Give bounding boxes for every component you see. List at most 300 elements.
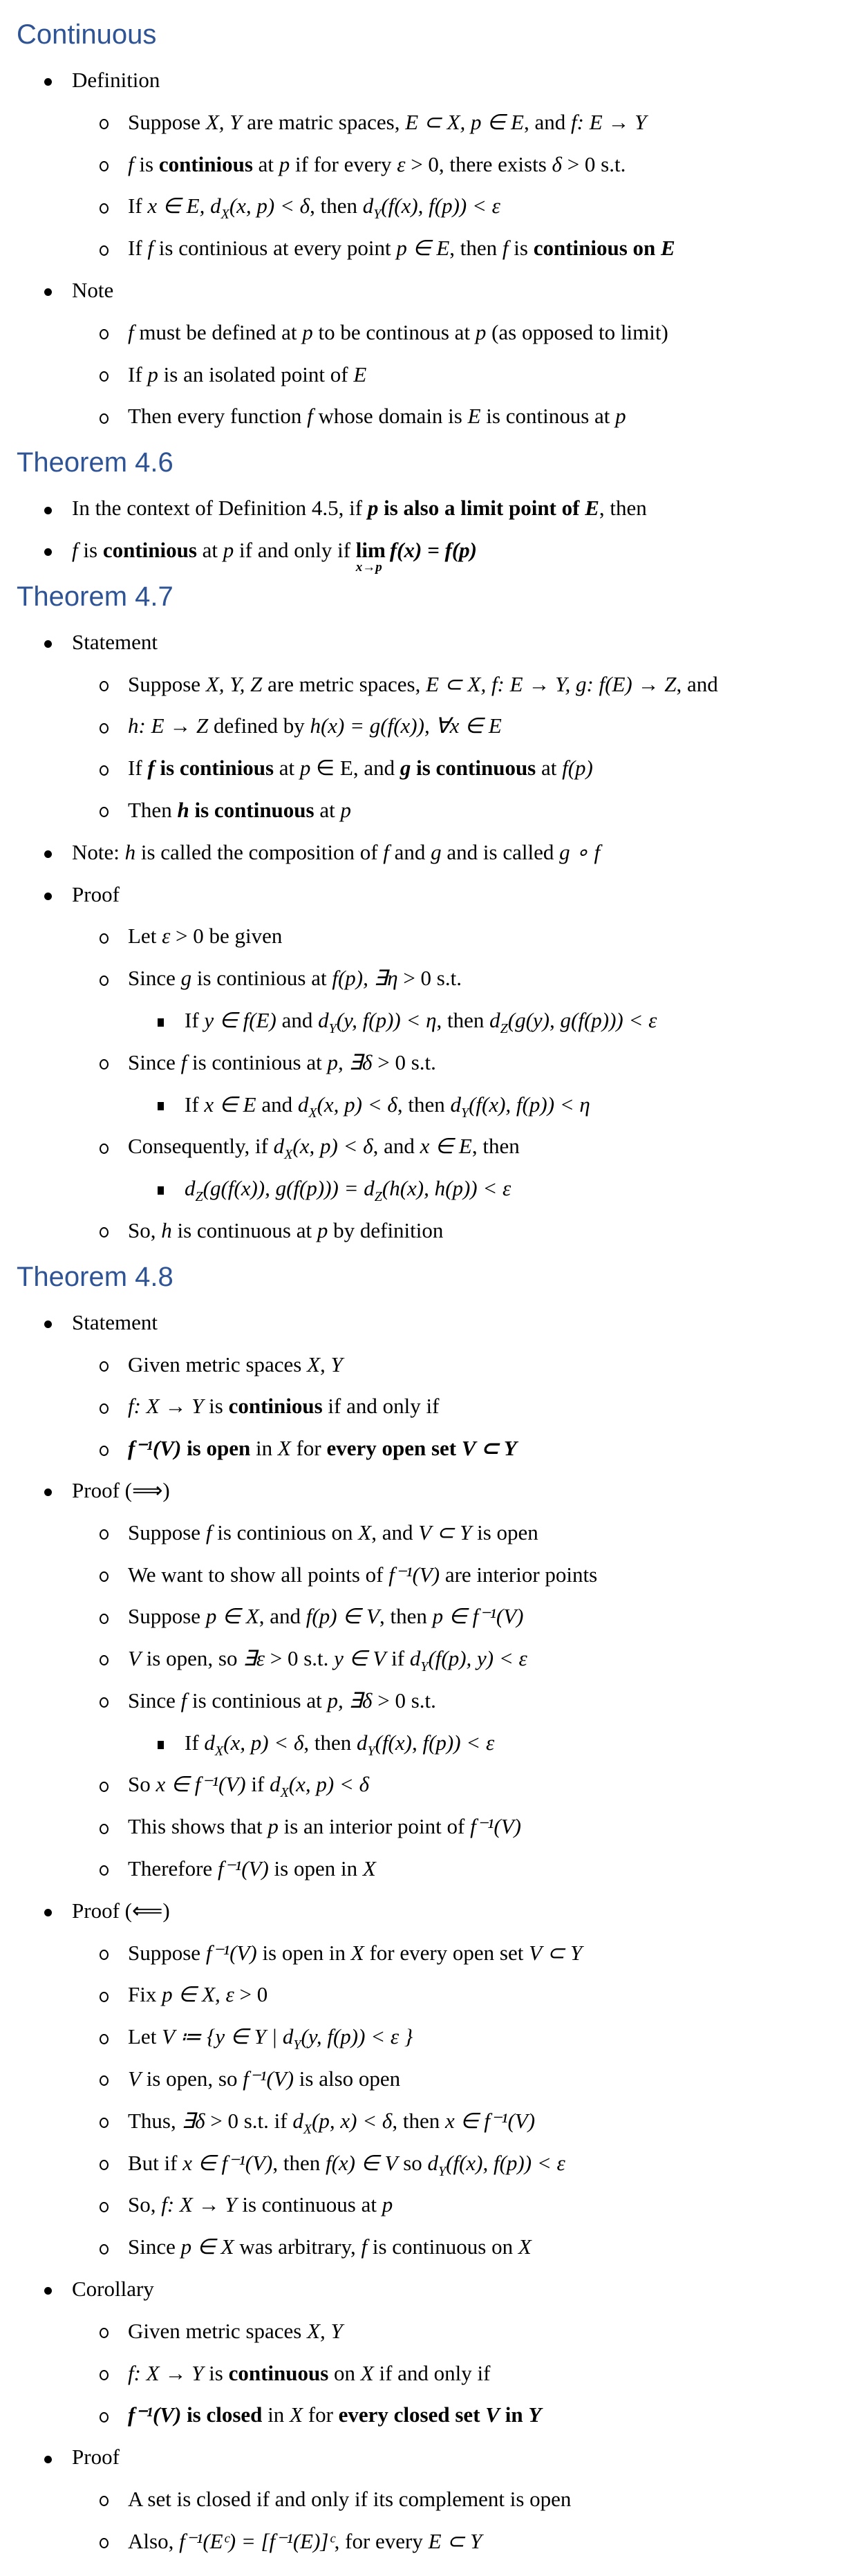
hollow-circle-bullet-icon xyxy=(100,227,109,270)
text-segment: > 0 s.t. xyxy=(372,1688,436,1712)
list-item xyxy=(0,1210,864,1252)
math-text: p ∈ E xyxy=(396,236,450,261)
math-text: x ∈ f⁻¹(V) xyxy=(444,2108,536,2133)
math-text: d xyxy=(362,194,374,218)
text-segment: Also, xyxy=(128,2528,180,2553)
subscript: X xyxy=(214,1743,224,1759)
subscript: Z xyxy=(374,1189,382,1205)
math-text: h(x) = g(f(x)), ∀x ∈ E xyxy=(310,713,502,738)
text-segment: , then xyxy=(436,1007,490,1032)
list-item-text xyxy=(128,2058,400,2100)
list-item-text xyxy=(128,1512,538,1554)
list-item-text xyxy=(72,1302,158,1344)
hollow-circle-bullet-icon xyxy=(100,1806,109,1848)
bold-text: continious xyxy=(102,537,197,562)
list-item xyxy=(0,144,864,186)
math-text: (f(p), y) < ε xyxy=(428,1646,527,1671)
math-text: E ⊂ X, p ∈ E xyxy=(405,109,524,134)
math-text: ∃ε xyxy=(243,1646,265,1671)
list-item-text xyxy=(128,1932,582,1975)
section-heading: Theorem 4.8 xyxy=(17,1261,173,1292)
math-text: p xyxy=(223,537,234,562)
list-item-text xyxy=(72,1470,170,1512)
list-item-text xyxy=(72,1890,170,1932)
math-text: f⁻¹(Eᶜ) = [f⁻¹(E)]ᶜ xyxy=(179,2528,335,2553)
math-text: ε xyxy=(397,151,406,176)
list-item xyxy=(0,1554,864,1596)
math-text: f(p) xyxy=(562,756,593,781)
math-text: f⁻¹(V) xyxy=(470,1814,521,1839)
list-item xyxy=(0,395,864,438)
text-segment: If xyxy=(128,362,148,386)
text-segment: is continious at xyxy=(187,1688,328,1712)
hollow-circle-bullet-icon xyxy=(100,1554,109,1596)
math-text: y ∈ f(E) xyxy=(204,1007,276,1032)
math-text: V xyxy=(128,1646,141,1671)
math-text: d xyxy=(297,1092,309,1117)
list-item xyxy=(0,2268,864,2311)
text-segment: , then xyxy=(310,194,363,218)
math-text: X xyxy=(358,1520,372,1544)
text-segment: if and only if xyxy=(234,537,356,562)
bold-text: continious on xyxy=(533,236,661,261)
math-text: (g(y), g(f(p))) < ε xyxy=(507,1007,657,1032)
hollow-circle-bullet-icon xyxy=(100,1764,109,1806)
hollow-circle-bullet-icon xyxy=(100,1126,109,1168)
list-item xyxy=(0,2143,864,2185)
math-text: p xyxy=(147,362,158,386)
text-segment: is open in xyxy=(268,1856,363,1881)
list-item xyxy=(0,185,864,227)
hollow-circle-bullet-icon xyxy=(100,2311,109,2353)
list-item xyxy=(0,102,864,144)
list-item-text xyxy=(128,1210,443,1252)
text-segment: is continous at xyxy=(480,404,616,429)
list-item xyxy=(0,1596,864,1638)
square-bullet-icon xyxy=(158,1168,164,1210)
subscript: X xyxy=(308,1105,317,1121)
math-text: f xyxy=(128,319,134,344)
list-item xyxy=(0,1000,864,1042)
list-item xyxy=(0,1428,864,1470)
list-item-text xyxy=(128,790,351,832)
bold-text: continious xyxy=(158,151,253,176)
text-segment: Since xyxy=(128,2234,181,2259)
text-segment: If xyxy=(185,1730,205,1755)
text-segment: Given metric spaces xyxy=(128,2318,308,2343)
list-item xyxy=(0,2058,864,2100)
section-heading: Theorem 4.7 xyxy=(17,581,173,612)
bold-text: h xyxy=(177,797,189,822)
hollow-circle-bullet-icon xyxy=(100,2479,109,2521)
hollow-circle-bullet-icon xyxy=(100,2184,109,2226)
section-heading: Theorem 4.6 xyxy=(17,447,173,478)
list-item xyxy=(0,1932,864,1975)
text-segment: , then xyxy=(272,2150,326,2175)
math-text: f xyxy=(383,839,389,864)
list-item-text xyxy=(128,1806,521,1848)
section-heading: Continuous xyxy=(17,19,157,50)
math-text: ε xyxy=(162,924,171,949)
text-segment: is continious at xyxy=(191,966,332,991)
list-item xyxy=(0,1974,864,2016)
math-text: p xyxy=(615,404,626,429)
bold-text: Y xyxy=(528,2402,542,2427)
text-segment: to be continous at xyxy=(312,319,476,344)
text-segment: Consequently, if xyxy=(128,1134,274,1159)
list-item-text xyxy=(128,2016,413,2058)
math-text: x ∈ E, d xyxy=(147,194,221,218)
text-segment: Proof xyxy=(72,881,120,906)
text-segment: Statement xyxy=(72,629,158,654)
text-segment: Suppose xyxy=(128,1604,206,1629)
bold-text: V ⊂ Y xyxy=(461,1436,517,1461)
math-text: f xyxy=(72,537,78,562)
text-segment: Since xyxy=(128,1688,181,1712)
hollow-circle-bullet-icon xyxy=(100,1512,109,1554)
list-item-text xyxy=(128,2479,571,2521)
math-text: p ∈ f⁻¹(V) xyxy=(432,1604,524,1629)
text-segment: Proof (⟸) xyxy=(72,1898,170,1923)
math-text: p xyxy=(302,319,313,344)
list-item xyxy=(0,1084,864,1126)
math-text: p xyxy=(382,2192,393,2217)
hollow-circle-bullet-icon xyxy=(100,102,109,144)
math-text: E xyxy=(467,404,481,429)
math-text: f xyxy=(180,1688,187,1712)
subscript: Z xyxy=(195,1189,203,1205)
text-segment: by definition xyxy=(328,1217,444,1242)
text-segment: Definition xyxy=(72,68,160,92)
text-segment: if xyxy=(245,1772,270,1797)
text-segment: is continuous on xyxy=(367,2234,518,2259)
math-text: (x, p) < δ xyxy=(288,1772,370,1797)
text-segment: Note: xyxy=(72,839,125,864)
section xyxy=(0,1252,864,2563)
bullet-dot-icon xyxy=(44,622,52,664)
hollow-circle-bullet-icon xyxy=(100,705,109,747)
text-segment: Let xyxy=(128,924,162,949)
bullet-dot-icon xyxy=(44,1890,52,1932)
math-text: (x, p) < δ xyxy=(292,1134,373,1159)
text-segment: defined by xyxy=(208,713,310,738)
text-segment: at xyxy=(252,151,279,176)
math-text: p xyxy=(299,756,311,781)
bullet-dot-icon xyxy=(44,2268,52,2311)
math-text: f: X → Y xyxy=(128,1394,204,1419)
bold-text: in xyxy=(499,2402,529,2427)
bold-text: f xyxy=(147,756,155,781)
bold-text: p xyxy=(367,496,379,521)
math-text: d xyxy=(270,1772,281,1797)
list-item-text xyxy=(128,102,646,144)
text-segment: In the context of Definition 4.5, if xyxy=(72,496,368,521)
text-segment: is continious on xyxy=(212,1520,359,1544)
list-item xyxy=(0,790,864,832)
math-text: X xyxy=(277,1436,291,1461)
math-text: d xyxy=(489,1007,500,1032)
hollow-circle-bullet-icon xyxy=(100,2353,109,2395)
text-segment: if and only if xyxy=(373,2360,491,2385)
math-text: x ∈ f⁻¹(V) xyxy=(156,1772,246,1797)
text-segment: at xyxy=(536,756,563,781)
math-text: X, Y xyxy=(205,109,242,134)
text-segment: and xyxy=(256,1092,298,1117)
math-text: (x, p) < δ xyxy=(223,1730,304,1755)
hollow-circle-bullet-icon xyxy=(100,2226,109,2268)
text-segment: is xyxy=(203,2360,229,2385)
list-item-text xyxy=(128,1974,267,2016)
hollow-circle-bullet-icon xyxy=(100,354,109,396)
list-item-text xyxy=(72,2268,154,2311)
bold-text: f⁻¹(V) xyxy=(128,2402,182,2427)
list-item-text xyxy=(128,915,282,958)
text-segment: are matric spaces, xyxy=(241,109,406,134)
math-text: f xyxy=(361,2234,368,2259)
text-segment: was arbitrary, xyxy=(234,2234,361,2259)
text-segment: Statement xyxy=(72,1309,158,1334)
bullet-dot-icon xyxy=(44,487,52,530)
math-text: X xyxy=(360,2360,374,2385)
list-item xyxy=(0,227,864,270)
bold-text: f(x) = f(p) xyxy=(389,537,477,562)
text-segment: > 0 s.t. xyxy=(561,151,626,176)
hollow-circle-bullet-icon xyxy=(100,395,109,438)
list-item xyxy=(0,832,864,874)
bullet-dot-icon xyxy=(44,1302,52,1344)
list-item-text xyxy=(128,1554,597,1596)
text-segment: , then xyxy=(303,1730,357,1755)
math-text: p xyxy=(475,319,487,344)
list-item-text xyxy=(128,1638,527,1680)
hollow-circle-bullet-icon xyxy=(100,958,109,1000)
list-item xyxy=(0,1680,864,1722)
math-text: f(p) ∈ V xyxy=(306,1604,379,1629)
text-segment: Thus, xyxy=(128,2108,182,2133)
section xyxy=(0,438,864,575)
bullet-dot-icon xyxy=(44,270,52,312)
list-item-text xyxy=(128,2394,541,2436)
text-segment: at xyxy=(274,756,300,781)
hollow-circle-bullet-icon xyxy=(100,1428,109,1470)
text-segment: Then every function xyxy=(128,404,308,429)
bold-text: every closed set xyxy=(338,2402,486,2427)
list-item xyxy=(0,2226,864,2268)
text-segment: (as opposed to limit) xyxy=(486,319,668,344)
list-item-text xyxy=(72,2436,120,2479)
math-text: f: X → Y xyxy=(161,2192,237,2217)
math-text: f⁻¹(V) xyxy=(243,2066,294,2091)
math-text: d xyxy=(185,1176,196,1201)
subscript: X xyxy=(303,2121,312,2137)
text-segment: is open in xyxy=(256,1940,351,1965)
text-segment: is continuous at xyxy=(171,1217,317,1242)
list-item xyxy=(0,2353,864,2395)
list-item xyxy=(0,270,864,312)
list-item xyxy=(0,1722,864,1764)
text-segment: Since xyxy=(128,966,181,991)
list-item-text xyxy=(128,1042,436,1084)
math-text: (f(x), f(p)) < ε xyxy=(446,2150,565,2175)
hollow-circle-bullet-icon xyxy=(100,2143,109,2185)
math-text: d xyxy=(292,2108,303,2133)
text-segment: Given metric spaces xyxy=(128,1352,308,1376)
subscript: Y xyxy=(367,1743,375,1759)
text-segment: Proof (⟹) xyxy=(72,1477,170,1502)
text-segment: is an interior point of xyxy=(278,1814,471,1839)
section xyxy=(0,10,864,438)
text-segment: If xyxy=(185,1007,205,1032)
math-text: d xyxy=(318,1007,329,1032)
list-item-text xyxy=(128,144,626,186)
list-item-text xyxy=(128,354,366,396)
text-segment: is continious at every point xyxy=(153,236,397,261)
text-segment: in xyxy=(262,2402,290,2427)
bullet-dot-icon xyxy=(44,530,52,572)
text-segment: Let xyxy=(128,2024,162,2049)
square-bullet-icon xyxy=(158,1722,164,1764)
math-text: d xyxy=(204,1730,215,1755)
text-segment: and is called xyxy=(441,839,560,864)
list-item-text xyxy=(72,622,158,664)
text-segment: is xyxy=(77,537,103,562)
bullet-dot-icon xyxy=(44,832,52,874)
list-item xyxy=(0,705,864,747)
list-item xyxy=(0,530,864,575)
list-item-text xyxy=(72,487,647,530)
list-item-text xyxy=(128,1596,523,1638)
math-text: δ xyxy=(552,151,562,176)
list-item xyxy=(0,1042,864,1084)
list-item xyxy=(0,312,864,354)
math-text: (x, p) < δ xyxy=(229,194,310,218)
square-bullet-icon xyxy=(158,1000,164,1042)
text-segment: , and xyxy=(373,1134,420,1159)
text-segment: at xyxy=(314,797,341,822)
list-item-text xyxy=(185,1722,494,1764)
list-item xyxy=(0,664,864,706)
math-text: X xyxy=(350,1940,364,1965)
hollow-circle-bullet-icon xyxy=(100,2016,109,2058)
hollow-circle-bullet-icon xyxy=(100,2058,109,2100)
math-text: (h(x), h(p)) < ε xyxy=(382,1176,511,1201)
list-item-text xyxy=(128,2521,482,2563)
text-segment: , then xyxy=(379,1604,433,1629)
hollow-circle-bullet-icon xyxy=(100,1680,109,1722)
math-text: X, Y xyxy=(307,2318,343,2343)
list-item xyxy=(0,1385,864,1428)
text-segment: If xyxy=(128,756,148,781)
text-segment: is open, so xyxy=(140,2066,243,2091)
list-item xyxy=(0,487,864,530)
math-text: X xyxy=(290,2402,303,2427)
list-item xyxy=(0,1848,864,1890)
text-segment: is xyxy=(508,236,534,261)
list-item-text xyxy=(185,1084,590,1126)
limit-operator xyxy=(355,537,386,575)
list-item-text xyxy=(128,1848,376,1890)
bullet-dot-icon xyxy=(44,59,52,102)
list-item xyxy=(0,59,864,102)
text-segment: at xyxy=(196,537,223,562)
text-segment: and xyxy=(276,1007,319,1032)
text-segment: A set is closed if and only if its complement is open xyxy=(128,2487,572,2512)
list-item xyxy=(0,915,864,958)
list-item xyxy=(0,2016,864,2058)
text-segment: > 0 xyxy=(234,1982,268,2007)
text-segment: is an isolated point of xyxy=(158,362,354,386)
text-segment: , then xyxy=(599,496,647,521)
list-item xyxy=(0,1168,864,1210)
hollow-circle-bullet-icon xyxy=(100,1596,109,1638)
text-segment: is continious at xyxy=(187,1049,328,1074)
math-text: X, Y xyxy=(307,1352,343,1376)
math-text: (y, f(p)) < ε } xyxy=(301,2024,413,2049)
math-text: X xyxy=(518,2234,532,2259)
list-item xyxy=(0,1126,864,1168)
hollow-circle-bullet-icon xyxy=(100,312,109,354)
list-item xyxy=(0,747,864,790)
math-text: f: X → Y xyxy=(128,2360,204,2385)
text-segment: Therefore xyxy=(128,1856,218,1881)
list-item xyxy=(0,874,864,916)
hollow-circle-bullet-icon xyxy=(100,1344,109,1386)
text-segment: , then xyxy=(449,236,503,261)
subscript: X xyxy=(280,1785,289,1801)
math-text: h: E → Z xyxy=(128,713,209,738)
bullet-dot-icon xyxy=(44,2436,52,2479)
text-segment: If xyxy=(185,1092,205,1117)
text-segment: So xyxy=(128,1772,156,1797)
bold-text: V xyxy=(485,2402,500,2427)
list-item-text xyxy=(128,395,626,438)
text-segment: We want to show all points of xyxy=(128,1562,389,1587)
text-segment: is also open xyxy=(294,2066,401,2091)
bold-text: is continuous xyxy=(411,756,536,781)
subscript: X xyxy=(284,1147,293,1163)
subscript: Y xyxy=(420,1659,429,1675)
text-segment: Suppose xyxy=(128,1940,206,1965)
math-text: V ⊂ Y xyxy=(529,1940,583,1965)
list-item-text xyxy=(128,1764,369,1806)
text-segment: If xyxy=(128,194,148,218)
text-segment: whose domain is xyxy=(312,404,468,429)
bold-text: E xyxy=(585,496,599,521)
text-segment: , and xyxy=(524,109,572,134)
math-text: (f(x), f(p)) < ε xyxy=(381,194,500,218)
hollow-circle-bullet-icon xyxy=(100,747,109,790)
list-item xyxy=(0,622,864,664)
list-item-text xyxy=(128,185,500,227)
math-text: (x, p) < δ xyxy=(317,1092,397,1117)
list-item-text xyxy=(128,2311,343,2353)
bold-text: f⁻¹(V) xyxy=(128,1436,182,1461)
text-segment: must be defined at xyxy=(133,319,303,344)
text-segment: is open, so xyxy=(140,1646,243,1671)
math-text: p xyxy=(279,151,290,176)
math-text: f: E → Y xyxy=(571,109,647,134)
math-text: p, ∃δ xyxy=(327,1049,373,1074)
math-text: f xyxy=(128,151,134,176)
math-text: p xyxy=(340,797,351,822)
math-text: (f(x), f(p)) < η xyxy=(469,1092,590,1117)
list-item-text xyxy=(72,59,160,102)
math-text: V ⊂ Y xyxy=(418,1520,472,1544)
math-text: (p, x) < δ xyxy=(312,2108,393,2133)
math-text: x ∈ E xyxy=(204,1092,256,1117)
math-text: f(x) ∈ V xyxy=(325,2150,398,2175)
list-item xyxy=(0,354,864,396)
